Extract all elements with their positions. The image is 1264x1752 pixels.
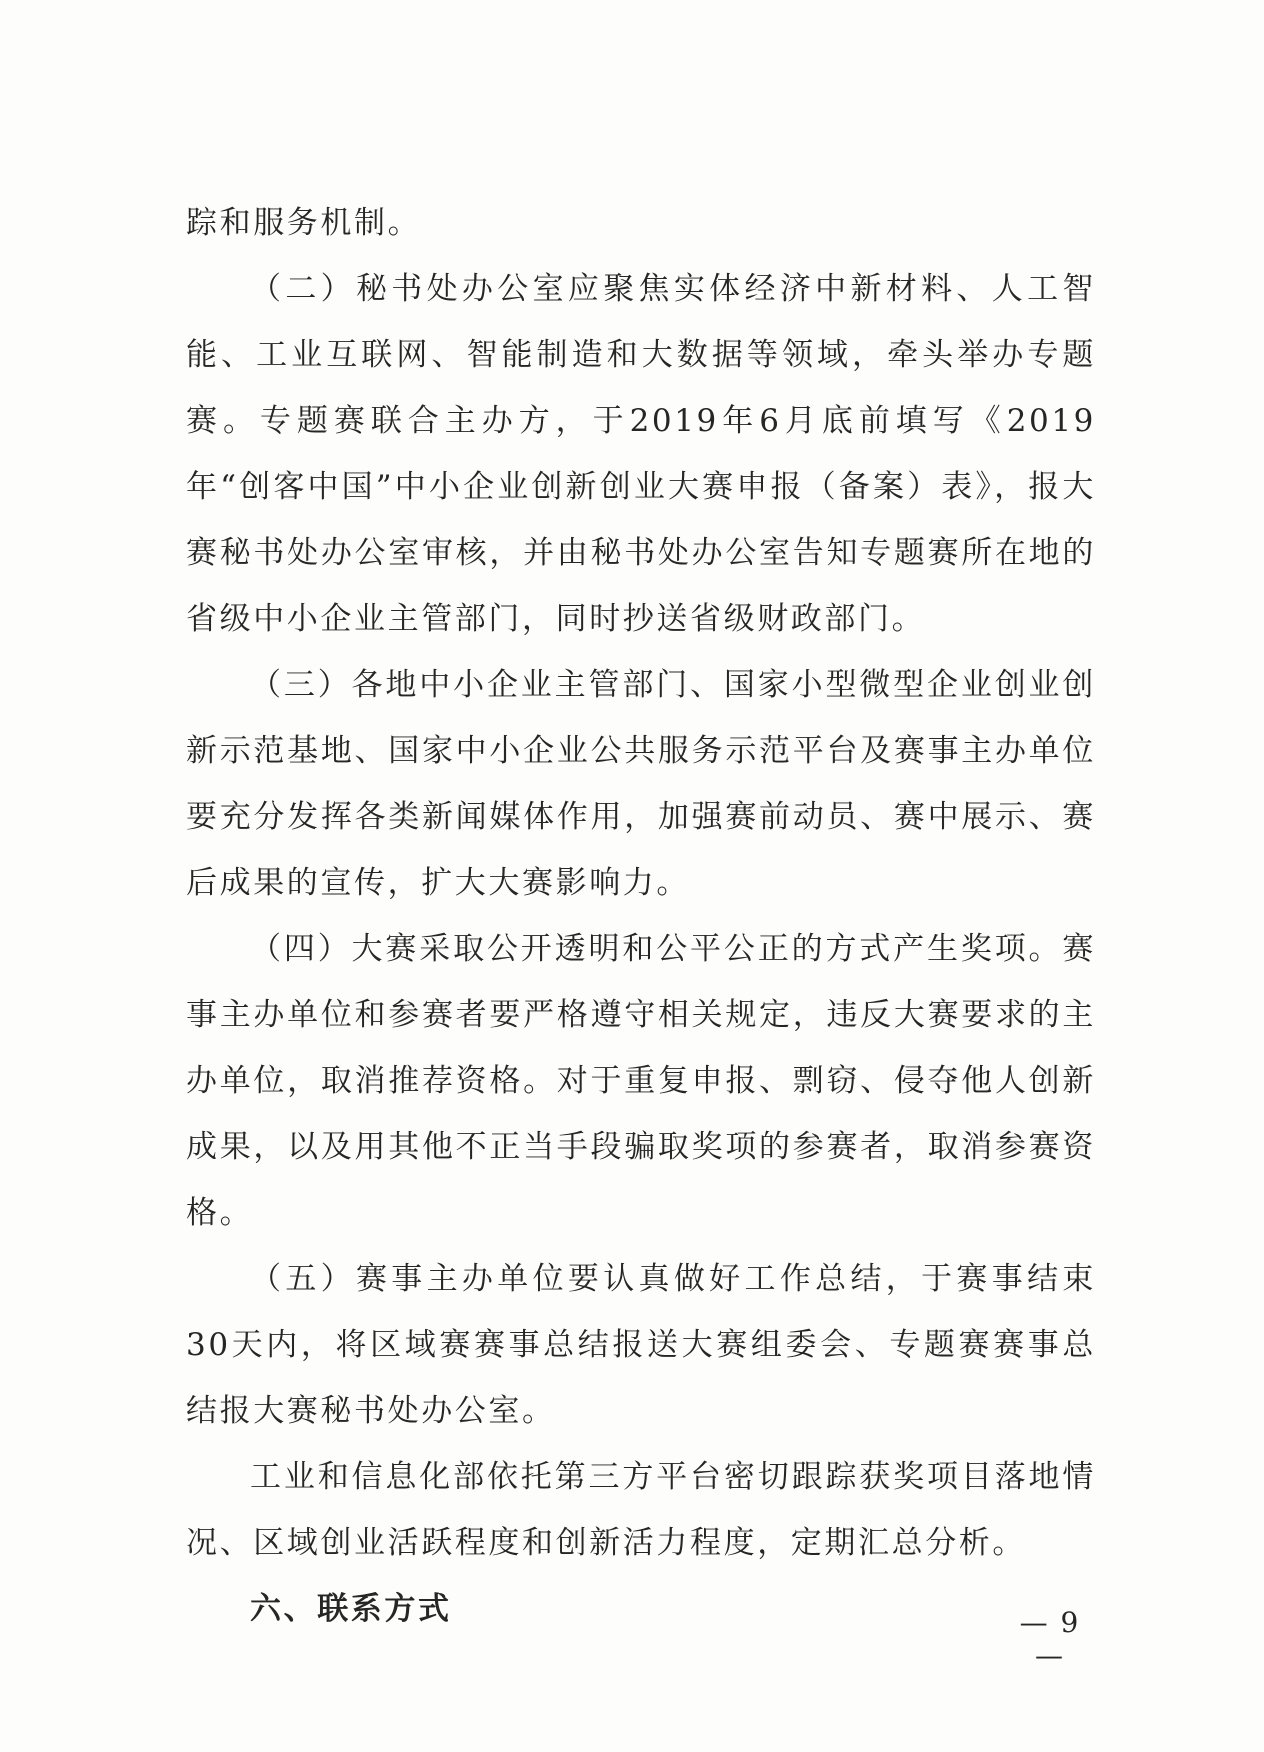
page-number: — 9 — [1019, 1606, 1081, 1672]
paragraph-item-2: （二）秘书处办公室应聚焦实体经济中新材料、人工智能、工业互联网、智能制造和大数据等领域，牵头举办专题赛。专题赛联合主办方，于2019年6月底前填写《2019年“创客中国”中小企业创新创业大赛申报（备案）表》，报大赛秘书处办公室审核，并由秘书处办公室告知专题赛所在地的省级中小企业主管部门，同时抄送省级财政部门。 [186, 271, 1096, 637]
paragraph-tracking: 工业和信息化部依托第三方平台密切跟踪获奖项目落地情况、区域创业活跃程度和创新活力程度，定期汇总分析。 [186, 1459, 1096, 1561]
paragraph-continuation: 踪和服务机制。 [186, 205, 422, 241]
paragraph-item-3: （三）各地中小企业主管部门、国家小型微型企业创业创新示范基地、国家中小企业公共服务示范平台及赛事主办单位要充分发挥各类新闻媒体作用，加强赛前动员、赛中展示、赛后成果的宣传，扩大大赛影响力。 [186, 667, 1096, 901]
paragraph-item-5: （五）赛事主办单位要认真做好工作总结，于赛事结束30天内，将区域赛赛事总结报送大赛组委会、专题赛赛事总结报大赛秘书处办公室。 [186, 1261, 1096, 1429]
body-text [186, 190, 1096, 1642]
section-heading: 六、联系方式 [250, 1591, 452, 1627]
paragraph-item-4: （四）大赛采取公开透明和公平公正的方式产生奖项。赛事主办单位和参赛者要严格遵守相关规定，违反大赛要求的主办单位，取消推荐资格。对于重复申报、剽窃、侵夺他人创新成果，以及用其他不正当手段骗取奖项的参赛者，取消参赛资格。 [186, 931, 1096, 1231]
